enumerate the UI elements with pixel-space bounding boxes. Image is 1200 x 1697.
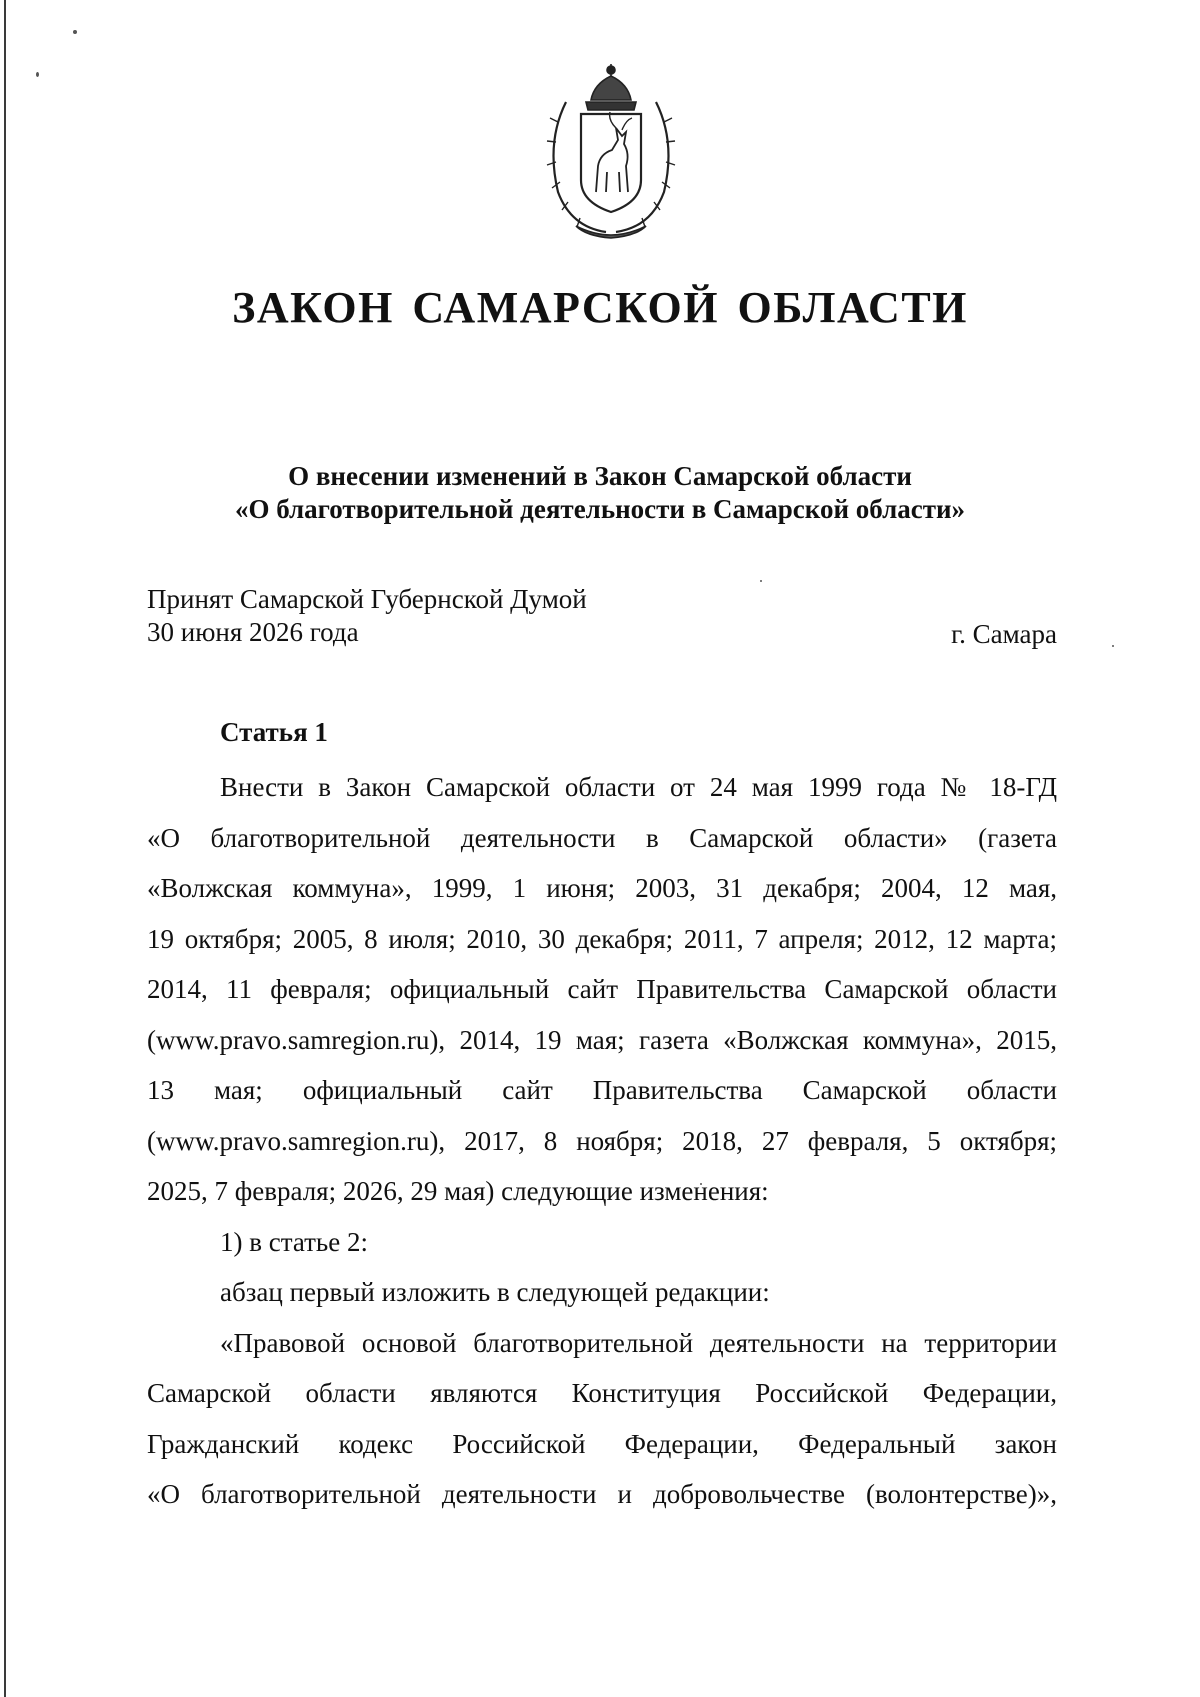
law-title: ЗАКОН САМАРСКОЙ ОБЛАСТИ — [232, 283, 968, 332]
body-line: абзац первый изложить в следующей редакции: — [220, 1277, 770, 1307]
samara-coat-of-arms-emblem — [536, 62, 686, 244]
body-line: (www.pravo.samregion.ru), 2014, 19 мая; газета «Волжская коммуна», 2015, — [147, 1024, 1057, 1055]
body-line: «Правовой основой благотворительной деятельности на территории — [220, 1327, 1057, 1358]
body-line: 19 октября; 2005, 8 июля; 2010, 30 декабря; 2011, 7 апреля; 2012, 12 марта; — [147, 923, 1057, 954]
adoption-date: 30 июня 2026 года — [147, 617, 359, 647]
scan-speck — [1112, 645, 1114, 647]
adopted-by-line: Принят Самарской Губернской Думой — [147, 584, 587, 614]
scan-speck — [760, 580, 762, 582]
body-line: 2025, 7 февраля; 2026, 29 мая) следующие изменения: — [147, 1176, 769, 1206]
article-heading: Статья 1 — [220, 717, 328, 747]
scan-speck — [73, 30, 77, 34]
body-line: «Волжская коммуна», 1999, 1 июня; 2003, 31 декабря; 2004, 12 мая, — [147, 873, 1057, 903]
body-line: 13 мая; официальный сайт Правительства Самарской области — [147, 1075, 1057, 1105]
body-line: (www.pravo.samregion.ru), 2017, 8 ноября; 2018, 27 февраля, 5 октября; — [147, 1125, 1057, 1156]
body-line: Гражданский кодекс Российской Федерации, Федеральный закон — [147, 1428, 1057, 1459]
adoption-info — [147, 583, 587, 649]
body-line: 1) в статье 2: — [220, 1226, 368, 1257]
scan-speck — [36, 72, 39, 77]
city-label: г. Самара — [951, 619, 1057, 649]
body-line: «О благотворительной деятельности в Самарской области» (газета — [147, 822, 1057, 853]
subtitle-line: О внесении изменений в Закон Самарской области — [288, 461, 912, 491]
law-subtitle — [120, 460, 1080, 526]
body-line: Самарской области являются Конституция Российской Федерации, — [147, 1378, 1057, 1408]
subtitle-line: «О благотворительной деятельности в Самарской области» — [234, 494, 966, 524]
article-body — [147, 762, 1057, 1520]
body-line: «О благотворительной деятельности и добровольчестве (волонтерстве)», — [147, 1479, 1057, 1509]
scan-edge-line — [4, 0, 6, 1697]
body-line: 2014, 11 февраля; официальный сайт Правительства Самарской области — [147, 974, 1057, 1004]
body-line: Внести в Закон Самарской области от 24 мая 1999 года № 18-ГД — [220, 772, 1057, 802]
